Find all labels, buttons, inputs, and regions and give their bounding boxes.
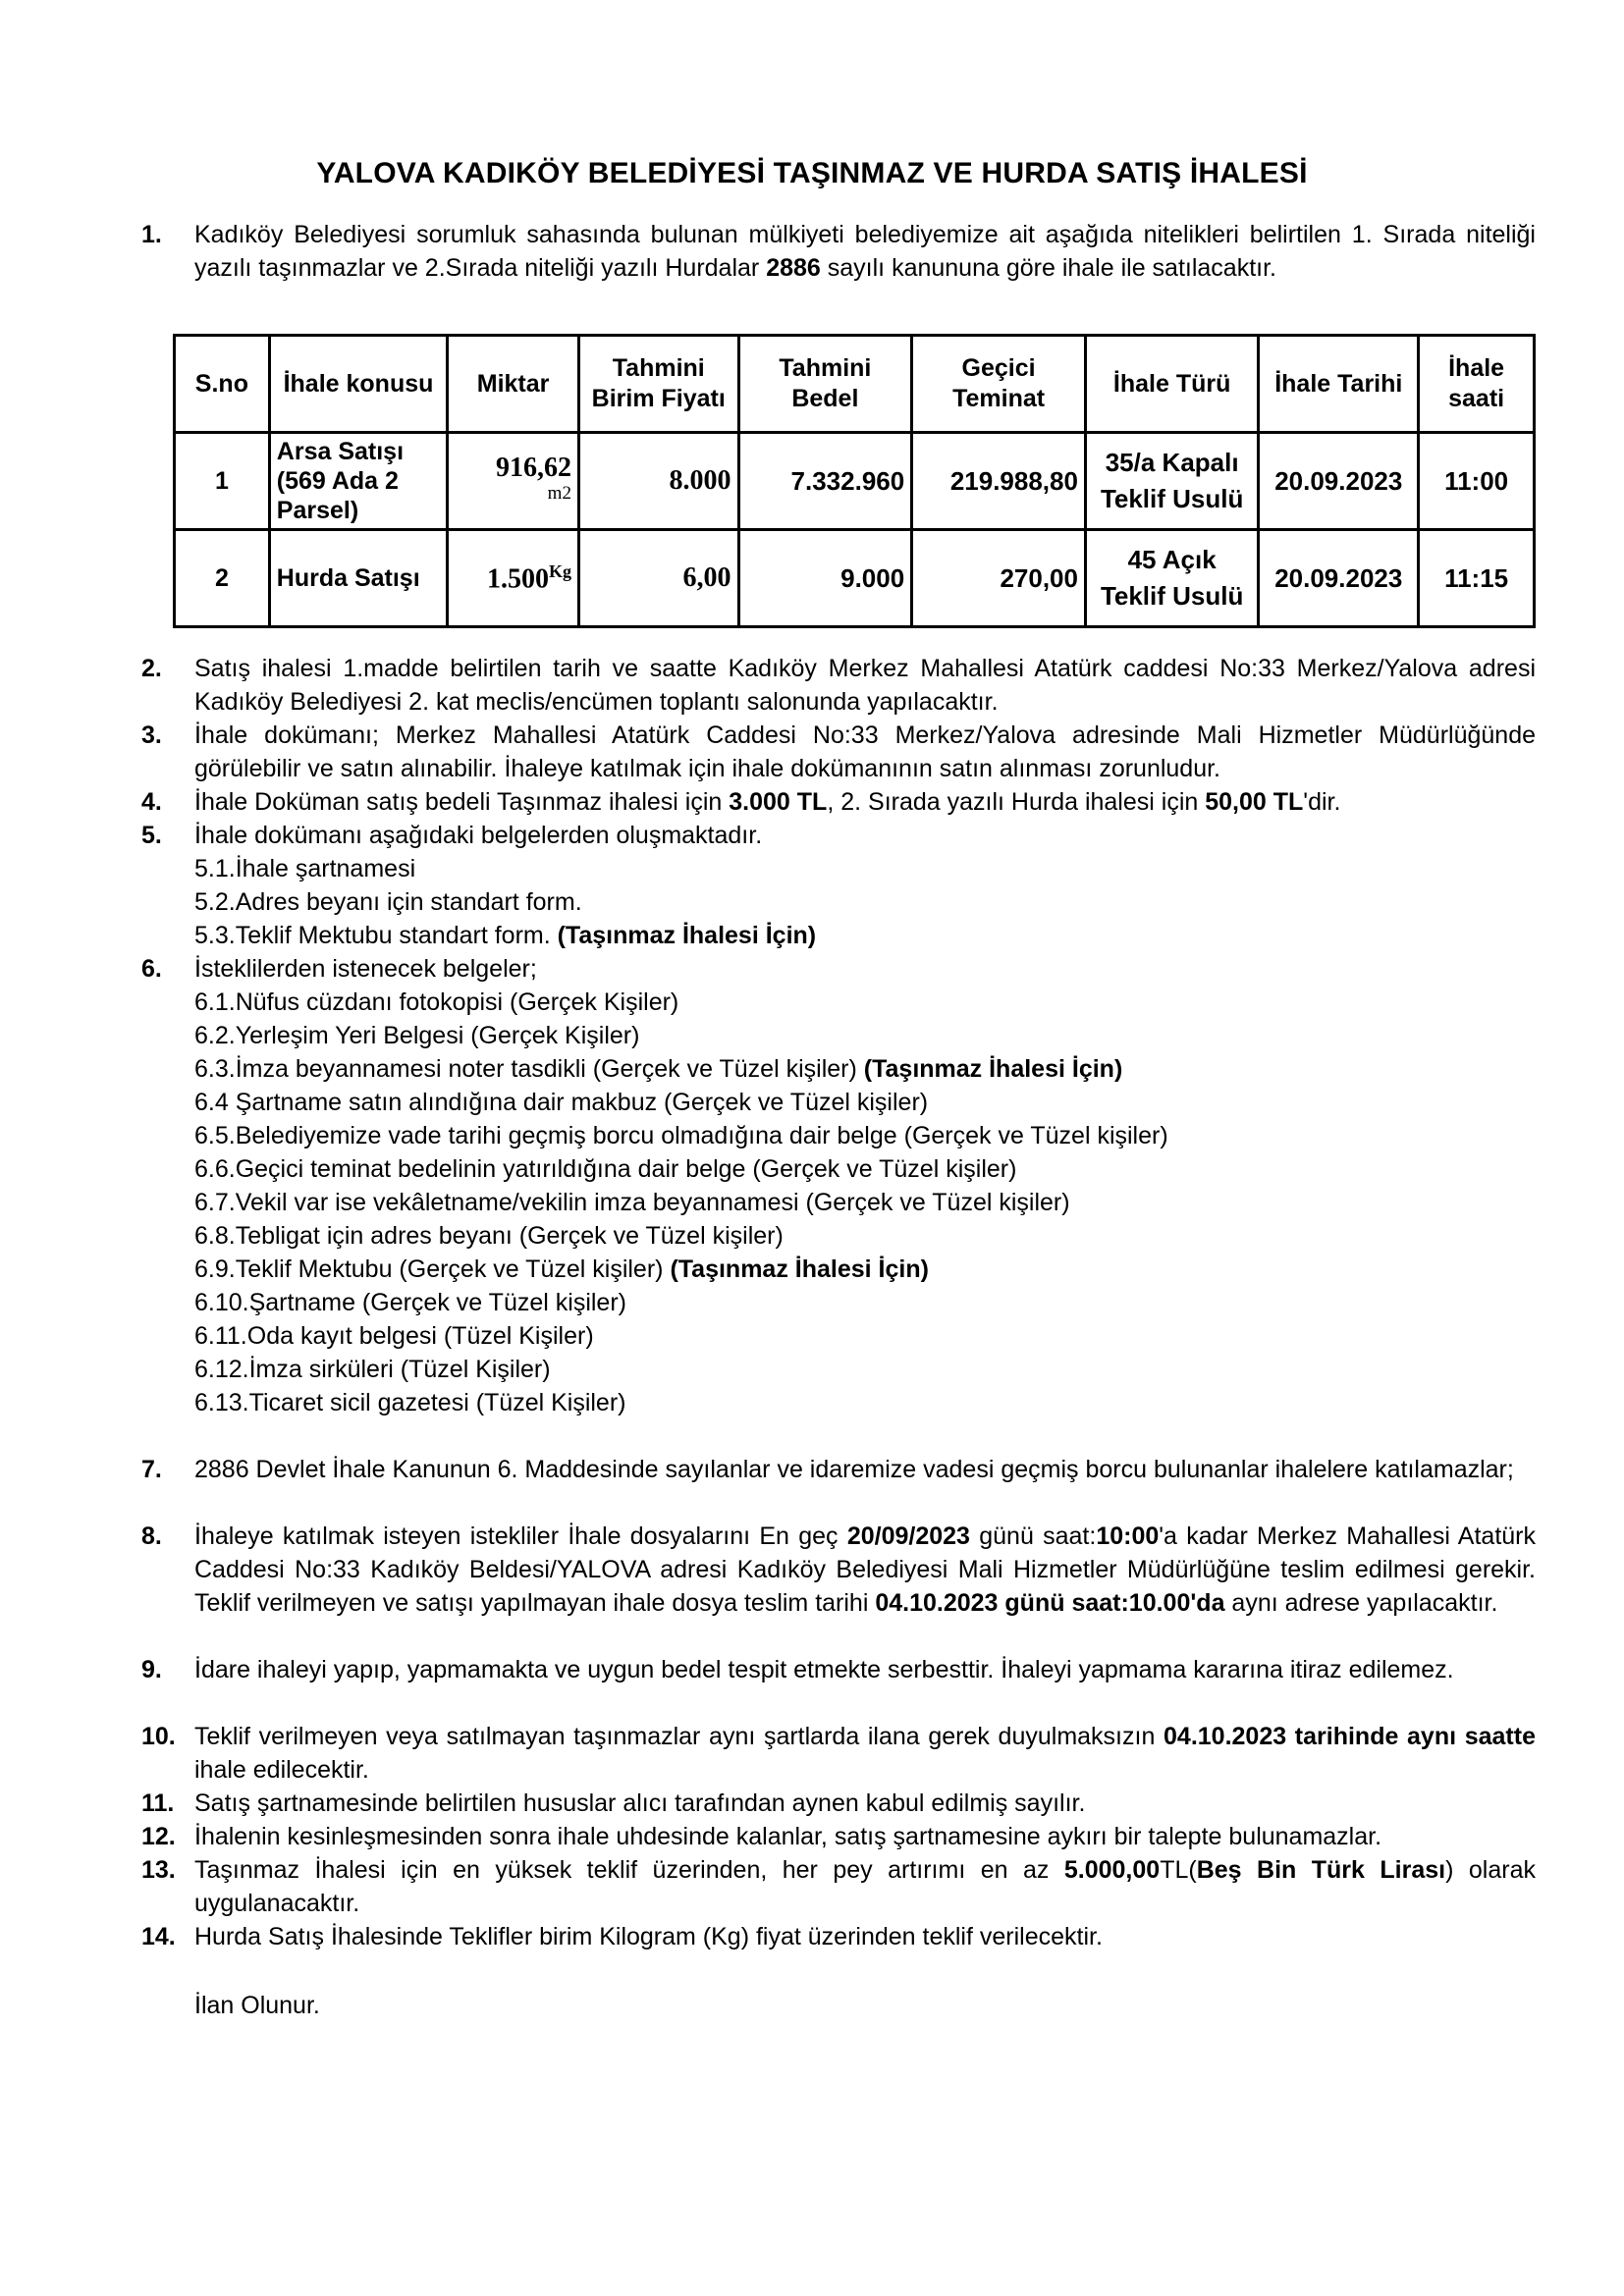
clause-number: 12. xyxy=(141,1823,176,1850)
col-header: Geçici Teminat xyxy=(912,336,1086,433)
cell-teminat: 219.988,80 xyxy=(912,433,1086,530)
sub-item: 6.8.Tebligat için adres beyanı (Gerçek ve Tüzel kişiler) xyxy=(194,1222,784,1250)
clause-number: 1. xyxy=(141,221,162,248)
clause-text: Satış ihalesi 1.madde belirtilen tarih ve saatte Kadıköy Merkez Mahallesi Atatürk caddesi No:33 Merkez/Yalova adresi Kadıköy Belediyesi 2. kat meclis/encümen toplantı salonunda yapılacaktır. xyxy=(194,655,1536,716)
sub-item: 6.12.İmza sirküleri (Tüzel Kişiler) xyxy=(194,1356,551,1383)
cell-saat: 11:00 xyxy=(1419,433,1535,530)
clause-10 xyxy=(141,1720,1536,1787)
clause-number: 7. xyxy=(141,1456,162,1483)
clause-number: 5. xyxy=(141,822,162,849)
table-row xyxy=(175,433,1535,530)
sub-item: 6.13.Ticaret sicil gazetesi (Tüzel Kişiler) xyxy=(194,1389,626,1416)
clause-number: 9. xyxy=(141,1656,162,1683)
cell-konu: Hurda Satışı xyxy=(269,530,447,627)
clause-text: İhale Doküman satış bedeli Taşınmaz ihalesi için 3.000 TL, 2. Sırada yazılı Hurda ihalesi için 50,00 TL'dir. xyxy=(194,788,1341,816)
sub-item: 6.1.Nüfus cüzdanı fotokopisi (Gerçek Kişiler) xyxy=(194,988,679,1016)
col-header: İhale konusu xyxy=(269,336,447,433)
clause-2 xyxy=(141,652,1536,719)
cell-tur: 45 Açık Teklif Usulü xyxy=(1085,530,1258,627)
clause-number: 6. xyxy=(141,955,162,983)
clause-7 xyxy=(141,1453,1536,1486)
sub-item: 5.2.Adres beyanı için standart form. xyxy=(194,888,582,916)
cell-tur: 35/a Kapalı Teklif Usulü xyxy=(1085,433,1258,530)
clause-1 xyxy=(141,218,1536,285)
cell-konu: Arsa Satışı (569 Ada 2 Parsel) xyxy=(269,433,447,530)
clause-number: 11. xyxy=(141,1789,175,1817)
clause-text: Satış şartnamesinde belirtilen hususlar alıcı tarafından aynen kabul edilmiş sayılır. xyxy=(194,1789,1086,1817)
sub-item: 5.1.İhale şartnamesi xyxy=(194,855,416,882)
col-header: Tahmini Birim Fiyatı xyxy=(578,336,738,433)
clause-text: İhale dokümanı aşağıdaki belgelerden oluşmaktadır. xyxy=(194,822,763,849)
cell-bedel: 7.332.960 xyxy=(738,433,912,530)
sub-item: 6.2.Yerleşim Yeri Belgesi (Gerçek Kişiler) xyxy=(194,1022,640,1049)
page-title: YALOVA KADIKÖY BELEDİYESİ TAŞINMAZ VE HURDA SATIŞ İHALESİ xyxy=(316,157,1308,189)
sub-item: 6.11.Oda kayıt belgesi (Tüzel Kişiler) xyxy=(194,1322,594,1350)
clause-14 xyxy=(141,1920,1536,1953)
sub-item: 6.4 Şartname satın alındığına dair makbuz (Gerçek ve Tüzel kişiler) xyxy=(194,1089,929,1116)
cell-birim-fiyat: 6,00 xyxy=(578,530,738,627)
clause-number: 13. xyxy=(141,1856,176,1884)
clause-text: İdare ihaleyi yapıp, yapmamakta ve uygun bedel tespit etmekte serbesttir. İhaleyi yapmama kararına itiraz edilemez. xyxy=(194,1656,1454,1683)
clause-number: 14. xyxy=(141,1923,176,1950)
col-header: S.no xyxy=(175,336,270,433)
clause-8 xyxy=(141,1520,1536,1620)
cell-tarih: 20.09.2023 xyxy=(1259,433,1419,530)
clause-5 xyxy=(141,819,1536,852)
cell-sno: 1 xyxy=(175,433,270,530)
sub-item: 6.5.Belediyemize vade tarihi geçmiş borcu olmadığına dair belge (Gerçek ve Tüzel kişiler) xyxy=(194,1122,1168,1149)
cell-sno: 2 xyxy=(175,530,270,627)
clause-text: Taşınmaz İhalesi için en yüksek teklif üzerinden, her pey artırımı en az 5.000,00TL(Beş Bin Türk Lirası) olarak uygulanacaktır. xyxy=(194,1856,1536,1917)
sub-item: 6.3.İmza beyannamesi noter tasdikli (Gerçek ve Tüzel kişiler) (Taşınmaz İhalesi İçin) xyxy=(194,1055,1123,1083)
col-header: Tahmini Bedel xyxy=(738,336,912,433)
clause-text: 2886 Devlet İhale Kanunun 6. Maddesinde sayılanlar ve idaremize vadesi geçmiş borcu bulunanlar ihalelere katılamazlar; xyxy=(194,1456,1514,1483)
clause-12 xyxy=(141,1820,1536,1853)
clause-text: Teklif verilmeyen veya satılmayan taşınmazlar aynı şartlarda ilana gerek duyulmaksızın 04.10.2023 tarihinde aynı saatte ihale edilecektir. xyxy=(194,1723,1536,1784)
sub-item: 5.3.Teklif Mektubu standart form. (Taşınmaz İhalesi İçin) xyxy=(194,922,817,949)
clause-13 xyxy=(141,1853,1536,1920)
clause-text: Hurda Satış İhalesinde Teklifler birim Kilogram (Kg) fiyat üzerinden teklif verilecektir. xyxy=(194,1923,1103,1950)
auction-table xyxy=(173,334,1536,628)
clause-9 xyxy=(141,1653,1536,1686)
clause-text: Kadıköy Belediyesi sorumluk sahasında bulunan mülkiyeti belediyemize ait aşağıda nitelikleri belirtilen 1. Sırada niteliği yazılı taşınmazlar ve 2.Sırada niteliği yazılı Hurdalar 2886 sayılı kanununa göre ihale ile satılacaktır. xyxy=(194,221,1536,282)
clause-text: İsteklilerden istenecek belgeler; xyxy=(194,955,537,983)
col-header: Miktar xyxy=(448,336,579,433)
cell-teminat: 270,00 xyxy=(912,530,1086,627)
clause-number: 8. xyxy=(141,1522,162,1550)
cell-bedel: 9.000 xyxy=(738,530,912,627)
table-header-row xyxy=(175,336,1535,433)
sub-item: 6.7.Vekil var ise vekâletname/vekilin imza beyannamesi (Gerçek ve Tüzel kişiler) xyxy=(194,1189,1070,1216)
clause-4 xyxy=(141,785,1536,819)
sub-item: 6.10.Şartname (Gerçek ve Tüzel kişiler) xyxy=(194,1289,626,1316)
clause-text: İhalenin kesinleşmesinden sonra ihale uhdesinde kalanlar, satış şartnamesine aykırı bir talepte bulunamazlar. xyxy=(194,1823,1382,1850)
clause-number: 3. xyxy=(141,721,162,749)
clause-text: İhaleye katılmak isteyen istekliler İhale dosyalarını En geç 20/09/2023 günü saat:10:00'a kadar Merkez Mahallesi Atatürk Caddesi No:33 Kadıköy Beldesi/YALOVA adresi Kadıköy Belediyesi Mali Hizmetler Müdürlüğüne teslim edilmesi gerekir. Teklif verilmeyen ve satışı yapılmayan ihale dosya teslim tarihi 04.10.2023 günü saat:10.00'da aynı adrese yapılacaktır. xyxy=(194,1522,1536,1617)
clause-text: İhale dokümanı; Merkez Mahallesi Atatürk Caddesi No:33 Merkez/Yalova adresinde Mali Hizmetler Müdürlüğünde görülebilir ve satın alınabilir. İhaleye katılmak için ihale dokümanının satın alınması zorunludur. xyxy=(194,721,1536,782)
clause-number: 2. xyxy=(141,655,162,682)
cell-saat: 11:15 xyxy=(1419,530,1535,627)
sub-item: 6.9.Teklif Mektubu (Gerçek ve Tüzel kişiler) (Taşınmaz İhalesi İçin) xyxy=(194,1255,929,1283)
clause-3 xyxy=(141,719,1536,785)
clause-6 xyxy=(141,952,1536,986)
cell-miktar: $1.500^{Kg}$ xyxy=(448,530,579,627)
col-header: İhale Tarihi xyxy=(1259,336,1419,433)
sub-item: 6.6.Geçici teminat bedelinin yatırıldığına dair belge (Gerçek ve Tüzel kişiler) xyxy=(194,1155,1017,1183)
clause-number: 4. xyxy=(141,788,162,816)
clause-number: 10. xyxy=(141,1723,176,1750)
table-row xyxy=(175,530,1535,627)
col-header: İhale saati xyxy=(1419,336,1535,433)
cell-birim-fiyat: 8.000 xyxy=(578,433,738,530)
cell-miktar: 916,62 m2 xyxy=(448,433,579,530)
col-header: İhale Türü xyxy=(1085,336,1258,433)
clause-11 xyxy=(141,1787,1536,1820)
closing-text: İlan Olunur. xyxy=(194,1992,320,2019)
cell-tarih: 20.09.2023 xyxy=(1259,530,1419,627)
